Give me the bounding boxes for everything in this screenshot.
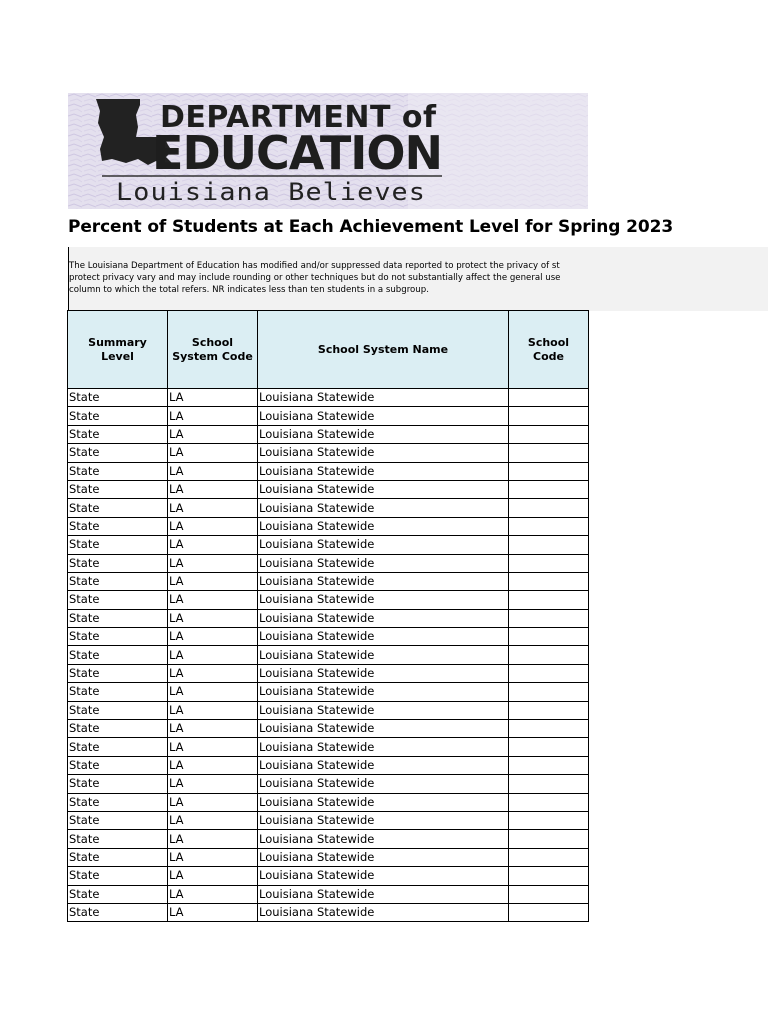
data-table <box>67 310 589 922</box>
cell-summary-level[interactable]: State <box>68 720 168 738</box>
cell-summary-level[interactable]: State <box>68 683 168 701</box>
cell-school-code[interactable] <box>509 554 589 572</box>
cell-school-system-name[interactable]: Louisiana Statewide <box>258 738 509 756</box>
cell-school-code[interactable] <box>509 756 589 774</box>
cell-summary-level[interactable]: State <box>68 628 168 646</box>
cell-school-system-code[interactable]: LA <box>168 389 258 407</box>
cell-school-system-name[interactable]: Louisiana Statewide <box>258 664 509 682</box>
cell-school-system-code[interactable]: LA <box>168 756 258 774</box>
table-row <box>68 683 589 701</box>
table-row <box>68 775 589 793</box>
cell-school-code[interactable] <box>509 536 589 554</box>
cell-school-code[interactable] <box>509 793 589 811</box>
page-title: Percent of Students at Each Achievement Level for Spring 2023 <box>68 217 674 237</box>
cell-school-system-name[interactable]: Louisiana Statewide <box>258 425 509 443</box>
cell-summary-level[interactable]: State <box>68 572 168 590</box>
cell-school-system-code[interactable]: LA <box>168 462 258 480</box>
logo-line2: EDUCATION <box>152 126 442 180</box>
cell-summary-level[interactable]: State <box>68 554 168 572</box>
cell-school-system-name[interactable]: Louisiana Statewide <box>258 867 509 885</box>
table-row <box>68 425 589 443</box>
cell-school-system-name[interactable]: Louisiana Statewide <box>258 609 509 627</box>
cell-school-system-name[interactable]: Louisiana Statewide <box>258 775 509 793</box>
table-row <box>68 793 589 811</box>
cell-school-code[interactable] <box>509 738 589 756</box>
table-row <box>68 903 589 921</box>
table-row <box>68 756 589 774</box>
cell-school-system-name[interactable]: Louisiana Statewide <box>258 591 509 609</box>
cell-school-system-code[interactable]: LA <box>168 811 258 829</box>
table-row <box>68 664 589 682</box>
cell-summary-level[interactable]: State <box>68 885 168 903</box>
cell-summary-level[interactable]: State <box>68 664 168 682</box>
cell-school-code[interactable] <box>509 848 589 866</box>
cell-school-system-name[interactable]: Louisiana Statewide <box>258 830 509 848</box>
cell-school-system-code[interactable]: LA <box>168 885 258 903</box>
cell-summary-level[interactable]: State <box>68 517 168 535</box>
cell-summary-level[interactable]: State <box>68 499 168 517</box>
cell-school-code[interactable] <box>509 775 589 793</box>
cell-school-system-code[interactable]: LA <box>168 425 258 443</box>
cell-school-system-code[interactable]: LA <box>168 609 258 627</box>
notice-line-3: column to which the total refers. NR indicates less than ten students in a subgroup. <box>69 285 429 295</box>
cell-summary-level[interactable]: State <box>68 646 168 664</box>
table-row <box>68 609 589 627</box>
cell-school-code[interactable] <box>509 664 589 682</box>
cell-school-code[interactable] <box>509 646 589 664</box>
table-row <box>68 517 589 535</box>
table-row <box>68 738 589 756</box>
table-row <box>68 444 589 462</box>
cell-school-system-code[interactable]: LA <box>168 572 258 590</box>
table-row <box>68 830 589 848</box>
cell-school-code[interactable] <box>509 903 589 921</box>
cell-school-system-name[interactable]: Louisiana Statewide <box>258 536 509 554</box>
cell-school-system-name[interactable]: Louisiana Statewide <box>258 628 509 646</box>
cell-summary-level[interactable]: State <box>68 756 168 774</box>
table-row <box>68 867 589 885</box>
cell-summary-level[interactable]: State <box>68 793 168 811</box>
cell-school-code[interactable] <box>509 462 589 480</box>
cell-school-code[interactable] <box>509 572 589 590</box>
department-of-education-logo <box>68 93 588 209</box>
cell-school-system-name[interactable]: Louisiana Statewide <box>258 720 509 738</box>
cell-school-code[interactable] <box>509 517 589 535</box>
table-row <box>68 628 589 646</box>
cell-school-system-code[interactable]: LA <box>168 775 258 793</box>
cell-school-system-name[interactable]: Louisiana Statewide <box>258 903 509 921</box>
table-row <box>68 389 589 407</box>
cell-summary-level[interactable]: State <box>68 830 168 848</box>
header-summary-level[interactable]: Summary Level <box>68 311 168 389</box>
cell-school-system-name[interactable]: Louisiana Statewide <box>258 701 509 719</box>
cell-school-code[interactable] <box>509 389 589 407</box>
cell-school-system-name[interactable]: Louisiana Statewide <box>258 407 509 425</box>
cell-school-system-code[interactable]: LA <box>168 830 258 848</box>
table-row <box>68 536 589 554</box>
cell-school-system-name[interactable]: Louisiana Statewide <box>258 793 509 811</box>
cell-school-system-code[interactable]: LA <box>168 628 258 646</box>
cell-school-system-code[interactable]: LA <box>168 554 258 572</box>
cell-summary-level[interactable]: State <box>68 389 168 407</box>
cell-school-system-code[interactable]: LA <box>168 683 258 701</box>
cell-school-code[interactable] <box>509 609 589 627</box>
notice-line-1: The Louisiana Department of Education has modified and/or suppressed data reported to protect the privacy of st <box>69 261 560 271</box>
cell-school-code[interactable] <box>509 425 589 443</box>
table-row <box>68 720 589 738</box>
table-row <box>68 407 589 425</box>
cell-school-code[interactable] <box>509 591 589 609</box>
cell-school-code[interactable] <box>509 811 589 829</box>
cell-school-system-name[interactable]: Louisiana Statewide <box>258 848 509 866</box>
table-row <box>68 554 589 572</box>
cell-school-system-code[interactable]: LA <box>168 591 258 609</box>
cell-school-system-code[interactable]: LA <box>168 793 258 811</box>
cell-school-system-name[interactable]: Louisiana Statewide <box>258 389 509 407</box>
table-row <box>68 572 589 590</box>
cell-school-system-name[interactable]: Louisiana Statewide <box>258 480 509 498</box>
cell-school-system-code[interactable]: LA <box>168 536 258 554</box>
cell-school-code[interactable] <box>509 683 589 701</box>
table-row <box>68 811 589 829</box>
privacy-notice <box>68 247 768 311</box>
cell-school-system-name[interactable]: Louisiana Statewide <box>258 517 509 535</box>
cell-summary-level[interactable]: State <box>68 407 168 425</box>
cell-school-code[interactable] <box>509 720 589 738</box>
cell-school-system-name[interactable]: Louisiana Statewide <box>258 462 509 480</box>
header-school-system-code[interactable]: School System Code <box>168 311 258 389</box>
table-row <box>68 462 589 480</box>
cell-summary-level[interactable]: State <box>68 848 168 866</box>
cell-school-system-code[interactable]: LA <box>168 646 258 664</box>
logo-line1: DEPARTMENT of <box>160 100 437 135</box>
cell-school-code[interactable] <box>509 867 589 885</box>
cell-school-code[interactable] <box>509 444 589 462</box>
cell-school-system-code[interactable]: LA <box>168 407 258 425</box>
cell-summary-level[interactable]: State <box>68 591 168 609</box>
cell-summary-level[interactable]: State <box>68 701 168 719</box>
cell-school-system-name[interactable]: Louisiana Statewide <box>258 756 509 774</box>
table-row <box>68 885 589 903</box>
cell-school-system-name[interactable]: Louisiana Statewide <box>258 499 509 517</box>
cell-summary-level[interactable]: State <box>68 903 168 921</box>
cell-school-system-name[interactable]: Louisiana Statewide <box>258 554 509 572</box>
cell-school-system-code[interactable]: LA <box>168 444 258 462</box>
cell-school-code[interactable] <box>509 830 589 848</box>
cell-summary-level[interactable]: State <box>68 609 168 627</box>
cell-summary-level[interactable]: State <box>68 738 168 756</box>
cell-school-system-code[interactable]: LA <box>168 664 258 682</box>
cell-school-system-name[interactable]: Louisiana Statewide <box>258 646 509 664</box>
table-row <box>68 701 589 719</box>
cell-summary-level[interactable]: State <box>68 480 168 498</box>
table-row <box>68 848 589 866</box>
cell-school-code[interactable] <box>509 499 589 517</box>
cell-school-system-name[interactable]: Louisiana Statewide <box>258 572 509 590</box>
table-row <box>68 480 589 498</box>
cell-school-system-name[interactable]: Louisiana Statewide <box>258 885 509 903</box>
cell-school-code[interactable] <box>509 407 589 425</box>
cell-school-system-name[interactable]: Louisiana Statewide <box>258 811 509 829</box>
cell-school-code[interactable] <box>509 885 589 903</box>
table-header-row <box>68 311 589 389</box>
cell-school-system-code[interactable]: LA <box>168 738 258 756</box>
cell-school-system-name[interactable]: Louisiana Statewide <box>258 683 509 701</box>
cell-school-code[interactable] <box>509 628 589 646</box>
header-school-code[interactable]: School Code <box>509 311 589 389</box>
cell-school-system-code[interactable]: LA <box>168 480 258 498</box>
cell-summary-level[interactable]: State <box>68 425 168 443</box>
cell-school-system-code[interactable]: LA <box>168 867 258 885</box>
cell-summary-level[interactable]: State <box>68 811 168 829</box>
table-row <box>68 646 589 664</box>
cell-school-system-code[interactable]: LA <box>168 903 258 921</box>
cell-school-system-code[interactable]: LA <box>168 701 258 719</box>
cell-summary-level[interactable]: State <box>68 536 168 554</box>
table-row <box>68 499 589 517</box>
cell-summary-level[interactable]: State <box>68 867 168 885</box>
logo-tagline: Louisiana Believes <box>116 178 426 206</box>
cell-school-system-code[interactable]: LA <box>168 517 258 535</box>
cell-summary-level[interactable]: State <box>68 444 168 462</box>
cell-summary-level[interactable]: State <box>68 775 168 793</box>
table-row <box>68 591 589 609</box>
cell-school-system-code[interactable]: LA <box>168 499 258 517</box>
cell-school-system-name[interactable]: Louisiana Statewide <box>258 444 509 462</box>
header-school-system-name[interactable]: School System Name <box>258 311 509 389</box>
cell-school-code[interactable] <box>509 480 589 498</box>
cell-school-code[interactable] <box>509 701 589 719</box>
cell-school-system-code[interactable]: LA <box>168 720 258 738</box>
cell-summary-level[interactable]: State <box>68 462 168 480</box>
notice-line-2: protect privacy vary and may include rounding or other techniques but do not substantially affect the general use <box>69 273 561 283</box>
cell-school-system-code[interactable]: LA <box>168 848 258 866</box>
